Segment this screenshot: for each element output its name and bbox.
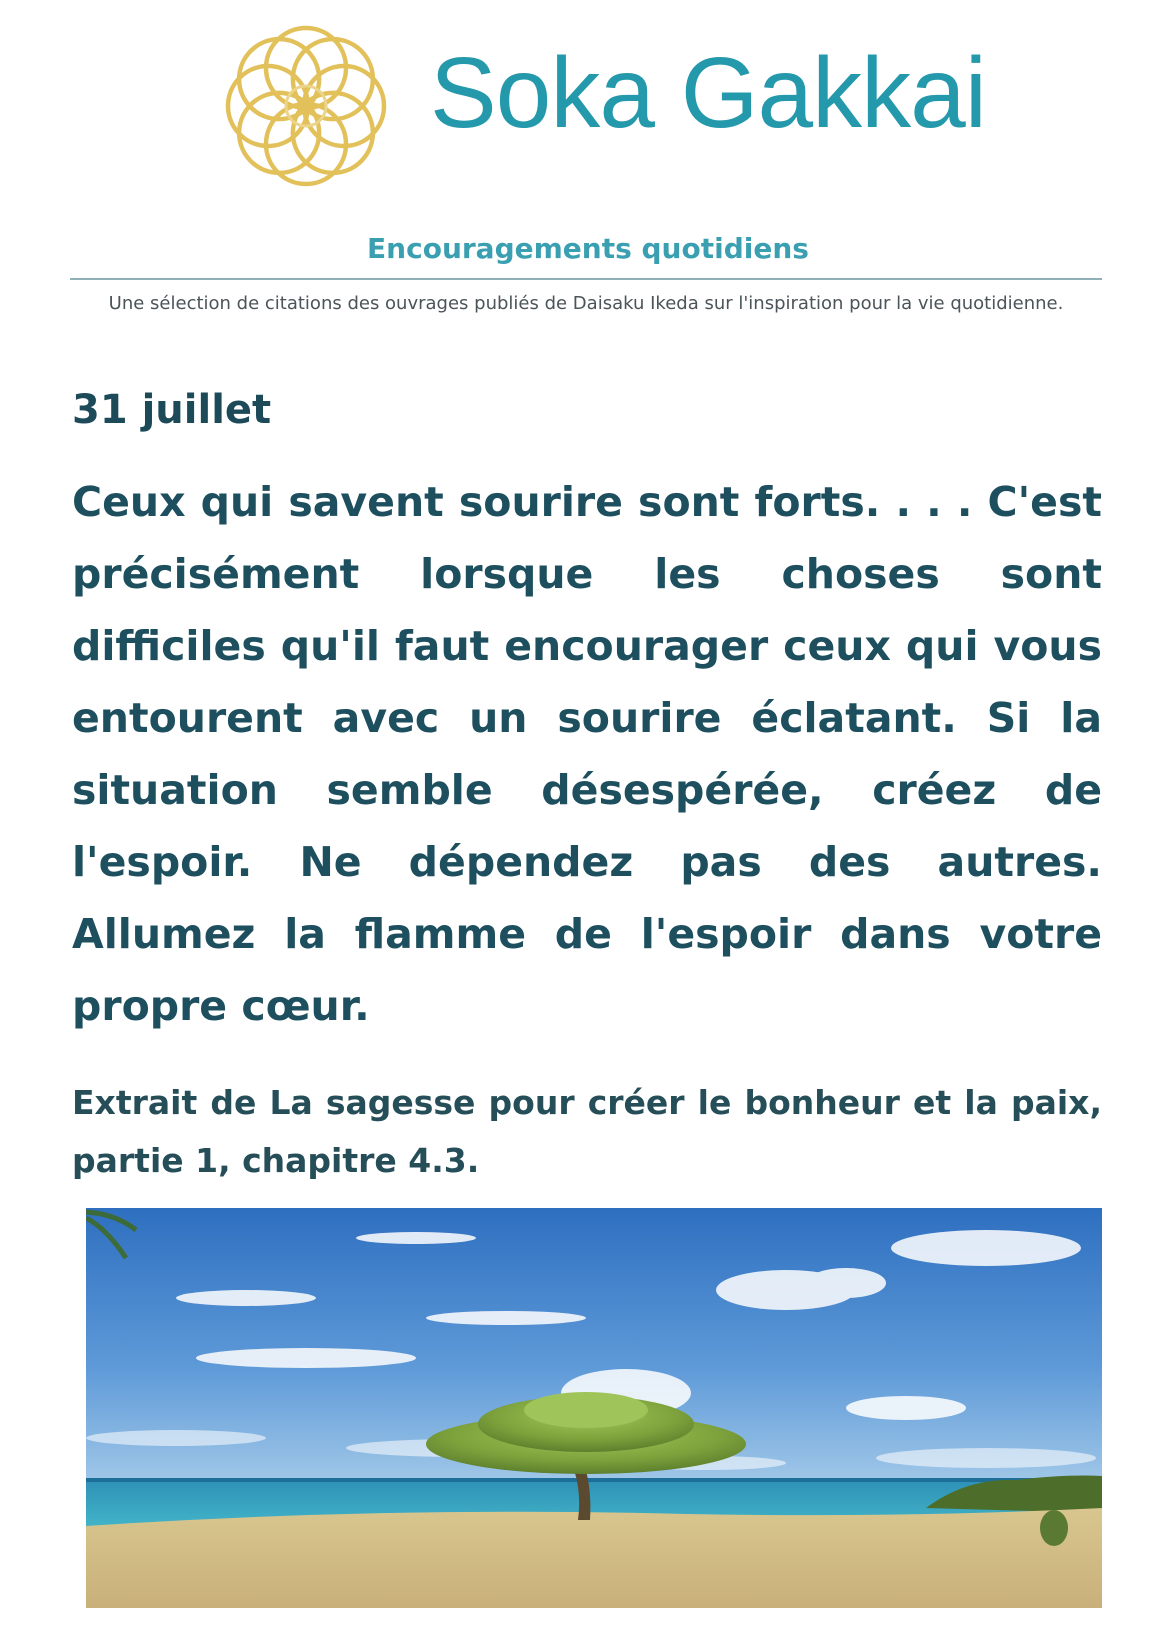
section-subtitle: Une sélection de citations des ouvrages publiés de Daisaku Ikeda sur l'inspiration pour la vie quotidienne. (108, 293, 1064, 314)
brand-name: Soka Gakkai (430, 37, 986, 149)
lotus-rings-logo-icon (222, 22, 390, 190)
section-title: Encouragements quotidiens (367, 232, 809, 265)
quote-source: Extrait de La sagesse pour créer le bonheur et la paix, partie 1, chapitre 4.3. (72, 1083, 1102, 1180)
tree-by-the-sea-photo (86, 1208, 1102, 1608)
entry-date: 31 juillet (72, 387, 272, 433)
title-divider (70, 278, 1102, 280)
daily-quote: Ceux qui savent sourire sont forts. . . . C'est précisément lorsque les choses sont difficiles qu'il faut encourager ceux qui vous entourent avec un sourire éclatant. Si la situation semble désespérée, créez de l'espoir. Ne dépendez pas des autres. Allumez la flamme de l'espoir dans votre propre cœur. (72, 478, 1102, 1030)
